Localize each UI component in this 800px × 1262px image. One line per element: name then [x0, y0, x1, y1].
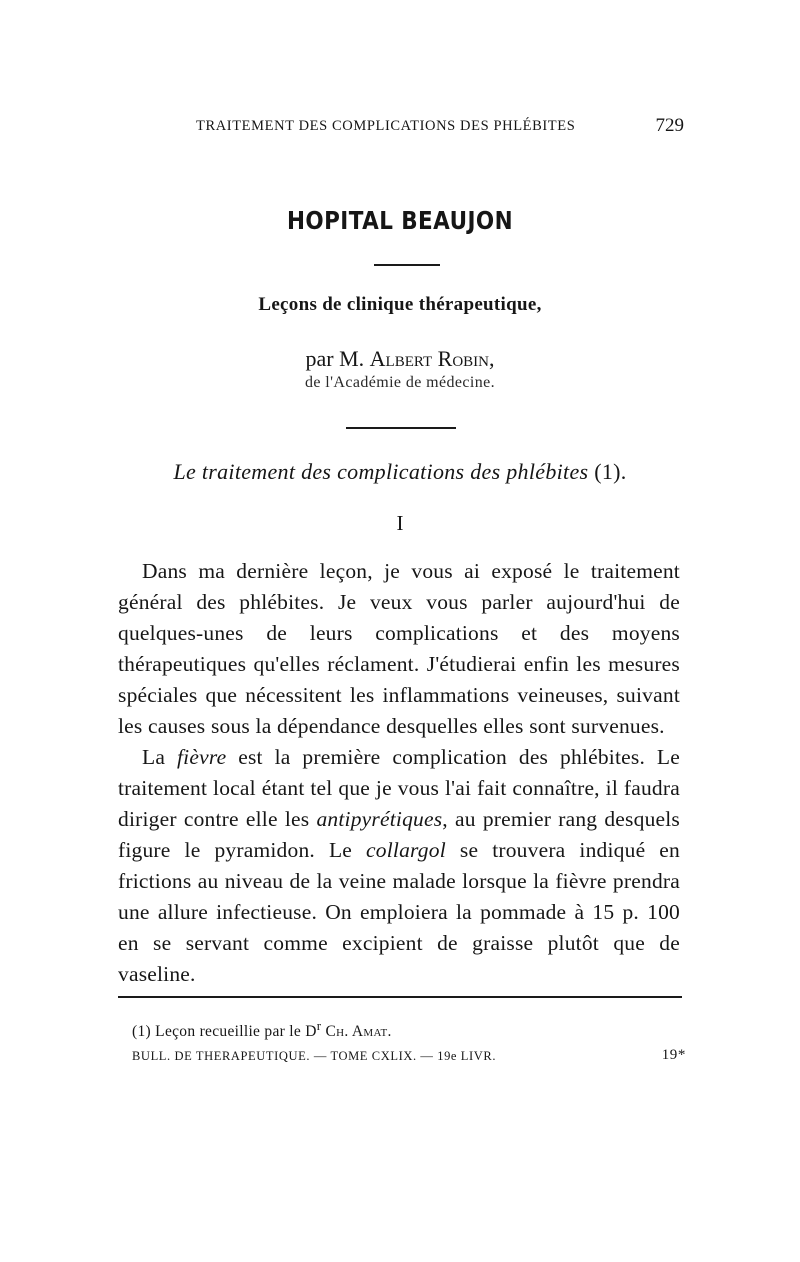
hospital-heading: HOPITAL BEAUJON — [286, 206, 514, 235]
footnote-text: Leçon recueillie par le $D^r$ — [155, 1018, 322, 1041]
emphasis: fièvre — [176, 745, 227, 769]
footnote-name: Ch. Amat. — [325, 1023, 392, 1041]
body-text — [118, 556, 680, 990]
author-prefix: par M. — [305, 346, 365, 371]
author-line — [0, 346, 800, 372]
article-title-text: Le traitement des complications des phlébites — [173, 459, 589, 484]
divider-rule — [346, 427, 456, 429]
paragraph: Dans ma dernière leçon, je vous ai exposé le traitement général des phlébites. Je veux vous parler aujourd'hui de quelques-unes de leurs complications et des moyens thérapeutiques qu'elles réclament. J'étudierai enfin les mesures spéciales que nécessitent les inflammations veineuses, suivant les causes sous la dépendance desquelles elles sont survenues. — [118, 559, 680, 738]
footnote — [132, 1018, 392, 1041]
emphasis: antipyrétiques — [316, 807, 443, 831]
article-title — [0, 459, 800, 485]
page-number: 729 — [655, 115, 684, 136]
paragraph: La fièvre est la première complication des phlébites. Le traitement local étant tel que je vous l'ai fait connaître, il faudra diriger contre elle les antipyrétiques, au premier rang desquels figure le pyramidon. Le collargol se trouvera indiqué en frictions au niveau de la veine malade lorsque la fièvre prendra une allure infectieuse. On emploiera la pommade à 15 p. 100 en se servant comme excipient de graisse plutôt que de vaseline. — [118, 745, 680, 986]
running-head-title: TRAITEMENT DES COMPLICATIONS DES PHLÉBITES — [196, 118, 576, 134]
emphasis: collargol — [366, 838, 446, 862]
signature-mark: 19* — [661, 1047, 686, 1063]
section-number: I — [396, 511, 404, 535]
footnote-marker: (1) — [132, 1023, 151, 1041]
lecture-series-title: Leçons de clinique thérapeutique, — [258, 294, 542, 315]
journal-line: BULL. DE THERAPEUTIQUE. — TOME CXLIX. — 19e LIVR. — [132, 1049, 497, 1063]
footnote-reference: (1). — [594, 459, 627, 484]
footnote-divider — [118, 996, 682, 998]
divider-rule — [374, 264, 440, 266]
author-affiliation: de l'Académie de médecine. — [304, 374, 496, 391]
author-name: Albert Robin, — [369, 346, 495, 371]
